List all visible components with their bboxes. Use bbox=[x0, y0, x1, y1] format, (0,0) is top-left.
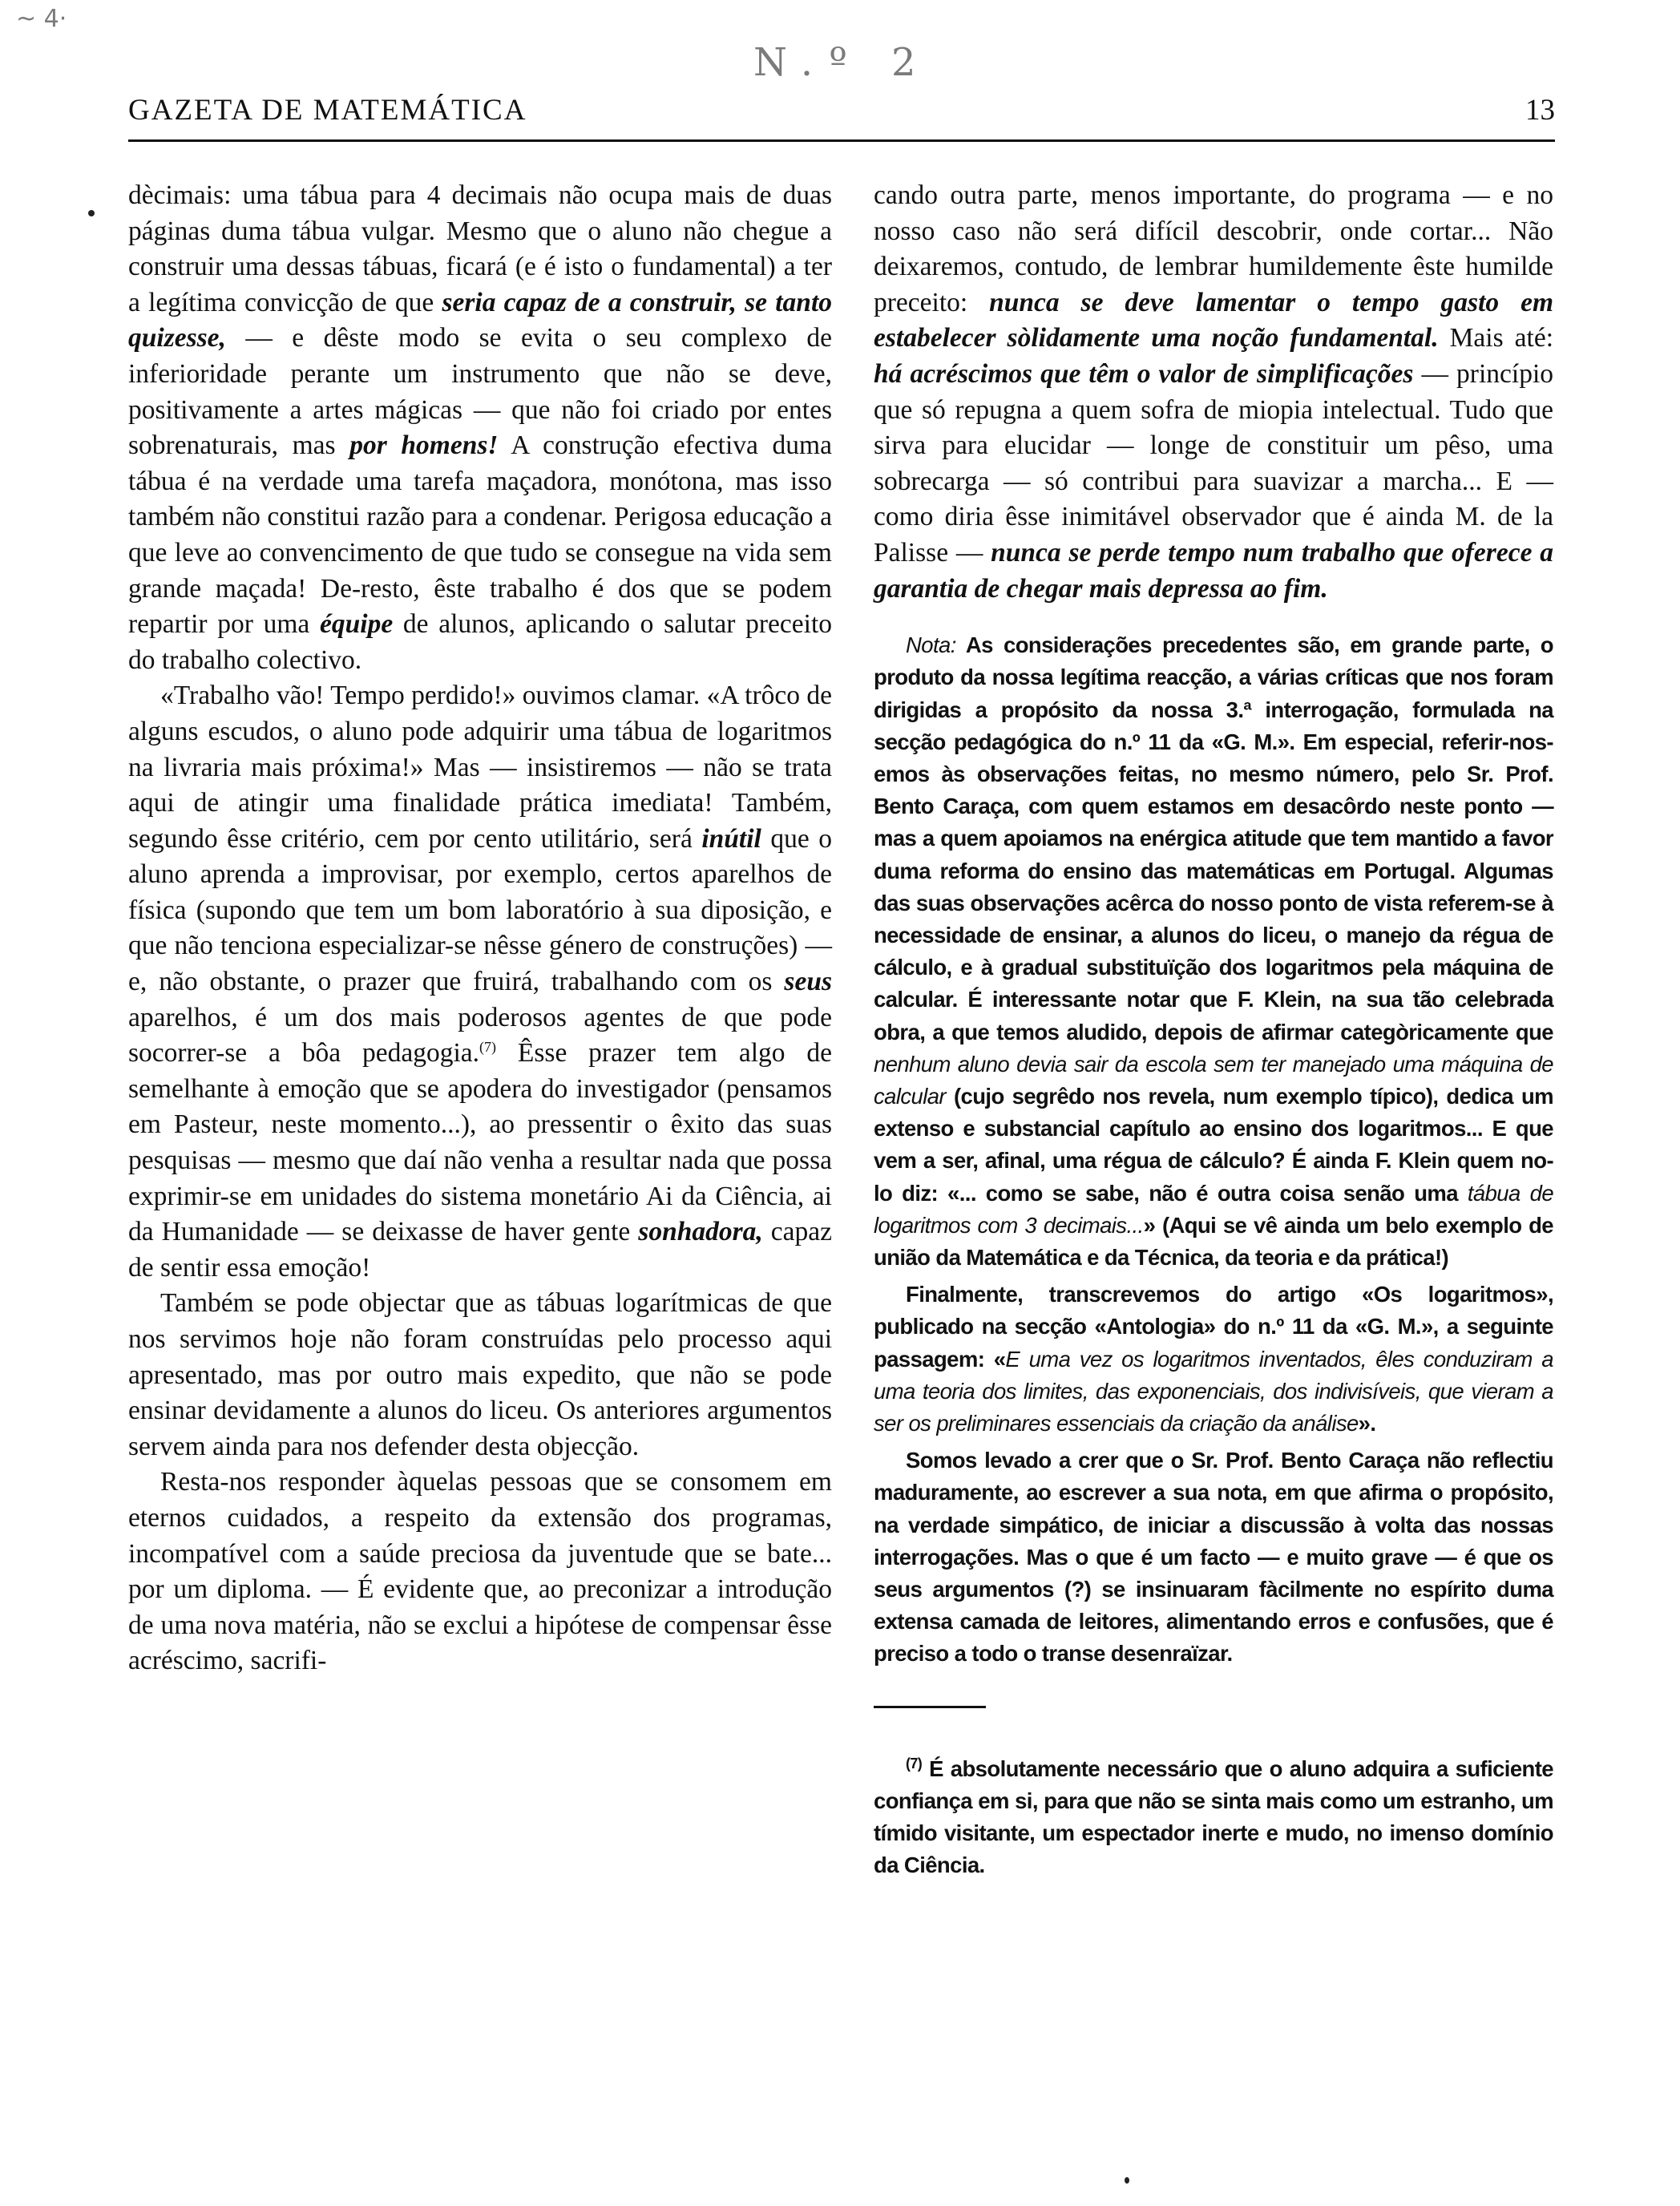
footnote bbox=[874, 1753, 1553, 1882]
body-text: aparelhos, é um dos mais poderosos agentes de que pode socorrer-se a bôa pedagogia. bbox=[128, 1002, 832, 1069]
footnote-marker: (7) bbox=[906, 1755, 923, 1772]
corner-scribble: ~ 4· bbox=[16, 5, 67, 33]
left-column bbox=[128, 178, 832, 1679]
body-text: A construção efectiva duma tábua é na verdade uma tarefa maçadora, monótona, mas isso também não constitui razão para a condenar. Perigosa educação a que leve ao convencimento de que tudo se consegue na vida sem grande maçada! De-resto, êste trabalho é dos que se podem repartir por uma bbox=[128, 430, 832, 640]
emphasis-text: Nota: bbox=[906, 632, 956, 658]
journal-title: GAZETA DE MATEMÁTICA bbox=[128, 94, 527, 127]
body-text: ». bbox=[1358, 1411, 1376, 1436]
handwritten-annotation: N.º 2 bbox=[753, 40, 932, 85]
body-text: capaz de sentir essa emoção! bbox=[128, 1217, 832, 1283]
body-text: Somos levado a crer que o Sr. Prof. Bento Caraça não reflectiu maduramente, ao escrever a sua nota, em que afirma o propósito, na verdade simpático, de iniciar a discussão à volta das nossas interrogações. Mas o que é um facto — e muito grave — é que os seus argumentos (?) se insinuaram fàcilmente no espírito duma extensa camada de leitores, alimentando erros e confusões, que é preciso a todo o transe desenraïzar. bbox=[874, 1448, 1553, 1667]
footnote-text: É absolutamente necessário que o aluno adquira a suficiente confiança em si, para que não se sinta mais como um estranho, um tímido visitante, um espectador inerte e mudo, no imenso domínio da Ciência. bbox=[874, 1756, 1553, 1878]
body-text: Finalmente, transcrevemos do artigo «Os logaritmos», publicado na secção «Antologia» do n.º 11 da «G. M.», a seguinte passagem: « bbox=[874, 1282, 1553, 1372]
emphasis-text: inútil bbox=[701, 823, 761, 854]
body-text: Mais até: bbox=[1438, 323, 1553, 354]
body-text: que o aluno aprenda a improvisar, por exemplo, certos aparelhos de física (supondo que tem um bom laboratório à sua diposição, e que não tenciona especializar-se nêsse género de construções) — e, não obstante, o prazer que fruirá, trabalhando com os bbox=[128, 823, 833, 997]
emphasis-text: seus bbox=[784, 967, 832, 997]
emphasis-text: nunca se deve lamentar o tempo gasto em estabelecer sòlidamente uma noção fundamental. bbox=[874, 287, 1553, 354]
paragraph bbox=[874, 178, 1553, 607]
body-text: — princípio que só repugna a quem sofra de miopia intelectual. Tudo que sirva para elucidar — longe de constituir um pêso, uma sobrecarga — só contribui para suavizar a marcha... E — como diria êsse inimitável observador que é ainda M. de la Palisse — bbox=[874, 358, 1553, 568]
body-text: dècimais: uma tábua para 4 decimais não ocupa mais de duas páginas duma tábua vulgar. Mesmo que o aluno não chegue a construir uma dessas tábuas, ficará (e é isto o fundamental) a ter a legítima convicção de que bbox=[128, 180, 832, 317]
note-paragraph bbox=[874, 629, 1553, 1274]
note-paragraph bbox=[874, 1279, 1553, 1440]
paragraph bbox=[128, 1465, 832, 1679]
paragraph bbox=[128, 178, 832, 678]
page-number: 13 bbox=[1525, 94, 1555, 127]
paragraph bbox=[128, 678, 832, 1286]
stray-dot bbox=[88, 210, 95, 216]
emphasis-text: há acréscimos que têm o valor de simplificações bbox=[874, 358, 1414, 389]
body-text: «Trabalho vão! Tempo perdido!» ouvimos clamar. «A trôco de alguns escudos, o aluno pode adquirir uma tábua de logaritmos na livraria mais próxima!» Mas — insistiremos — não se trata aqui de atingir uma finalidade prática imediata! Também, segundo êsse critério, cem por cento utilitário, será bbox=[128, 681, 832, 854]
footnote-paragraph bbox=[874, 1753, 1553, 1882]
right-column bbox=[874, 178, 1553, 1881]
footnote-rule bbox=[874, 1706, 986, 1708]
emphasis-text: sonhadora, bbox=[638, 1217, 763, 1247]
body-text: Resta-nos responder àquelas pessoas que se consomem em eternos cuidados, a respeito da extensão dos programas, incompatível com a saúde preciosa da juventude que se bate... por um diploma. — É evidente que, ao preconizar a introdução de uma nova matéria, não se exclui a hipótese de compensar êsse acréscimo, sacrifi- bbox=[128, 1467, 832, 1676]
note-paragraph bbox=[874, 1444, 1553, 1670]
emphasis-text: équipe bbox=[320, 609, 394, 640]
body-text: As considerações precedentes são, em grande parte, o produto da nossa legítima reacção, a várias críticas que nos foram dirigidas a propósito da nossa 3.ª interrogação, formulada na secção pedagógica do n.º 11 da «G. M.». Em especial, referir-nos-emos às observações feitas, no mesmo número, pelo Sr. Prof. Bento Caraça, com quem estamos em desacôrdo neste ponto — mas a quem apoiamos na enérgica atitude que tem mantido a favor duma reforma do ensino das matemáticas em Portugal. Algumas das suas observações acêrca do nosso ponto de vista referem-se à necessidade de ensinar, a alunos do liceu, o manejo da régua de cálculo, e à gradual substituïção dos logaritmos pela máquina de calcular. É interessante notar que F. Klein, na sua tão celebrada obra, a que temos aludido, depois de afirmar categòricamente que bbox=[874, 632, 1553, 1044]
running-header bbox=[128, 93, 1555, 141]
emphasis-text: E uma vez os logaritmos inventados, êles conduziram a uma teoria dos limites, das exponenciais, dos indivisíveis, que vieram a ser os preliminares essenciais da criação da análise bbox=[874, 1346, 1553, 1436]
paragraph bbox=[128, 1286, 832, 1465]
emphasis-text: seria capaz de a construir, se tanto quizesse, bbox=[128, 287, 832, 354]
body-text: cando outra parte, menos importante, do programa — e no nosso caso não será difícil descobrir, onde cortar... Não deixaremos, contudo, de lembrar humildemente êste humilde preceito: bbox=[874, 180, 1553, 317]
body-text: — e dêste modo se evita o seu complexo de inferioridade perante um instrumento que não se deve, positivamente a artes mágicas — que não foi criado por entes sobrenaturais, mas bbox=[128, 323, 832, 461]
emphasis-text: nenhum aluno devia sair da escola sem ter manejado uma máquina de calcular bbox=[874, 1051, 1553, 1109]
header-rule bbox=[128, 139, 1555, 142]
body-text: » (Aqui se vê ainda um belo exemplo de união da Matemática e da Técnica, da teoria e da prática!) bbox=[874, 1212, 1553, 1270]
footnote-ref: (7) bbox=[479, 1039, 497, 1056]
emphasis-text: tábua de logaritmos com 3 decimais... bbox=[874, 1180, 1554, 1238]
body-text: Êsse prazer tem algo de semelhante à emoção que se apodera do investigador (pensamos em Pasteur, neste momento...), ao pressentir o êxito das suas pesquisas — mesmo que daí não venha a resultar nada que possa exprimir-se em unidades do sistema monetário Ai da Ciência, ai da Humanidade — se deixasse de haver gente bbox=[128, 1038, 832, 1247]
emphasis-text: por homens! bbox=[349, 430, 499, 461]
editorial-note bbox=[874, 629, 1553, 1671]
body-text: (cujo segrêdo nos revela, num exemplo típico), dedica um extenso e substancial capítulo ao ensino dos logaritmos... E que vem a ser, afinal, uma régua de cálculo? É ainda F. Klein quem no-lo diz: «... como se sabe, não é outra coisa senão uma bbox=[874, 1083, 1553, 1206]
emphasis-text: nunca se perde tempo num trabalho que oferece a garantia de chegar mais depressa ao fim. bbox=[874, 537, 1553, 604]
stray-dot bbox=[1125, 2177, 1129, 2184]
body-text: Também se pode objectar que as tábuas logarítmicas de que nos servimos hoje não foram construídas pelo processo aqui apresentado, mas por outro mais expedito, que não se pode ensinar devidamente a alunos do liceu. Os anteriores argumentos servem ainda para nos defender desta objecção. bbox=[128, 1288, 832, 1461]
body-text: de alunos, aplicando o salutar preceito do trabalho colectivo. bbox=[128, 609, 833, 675]
